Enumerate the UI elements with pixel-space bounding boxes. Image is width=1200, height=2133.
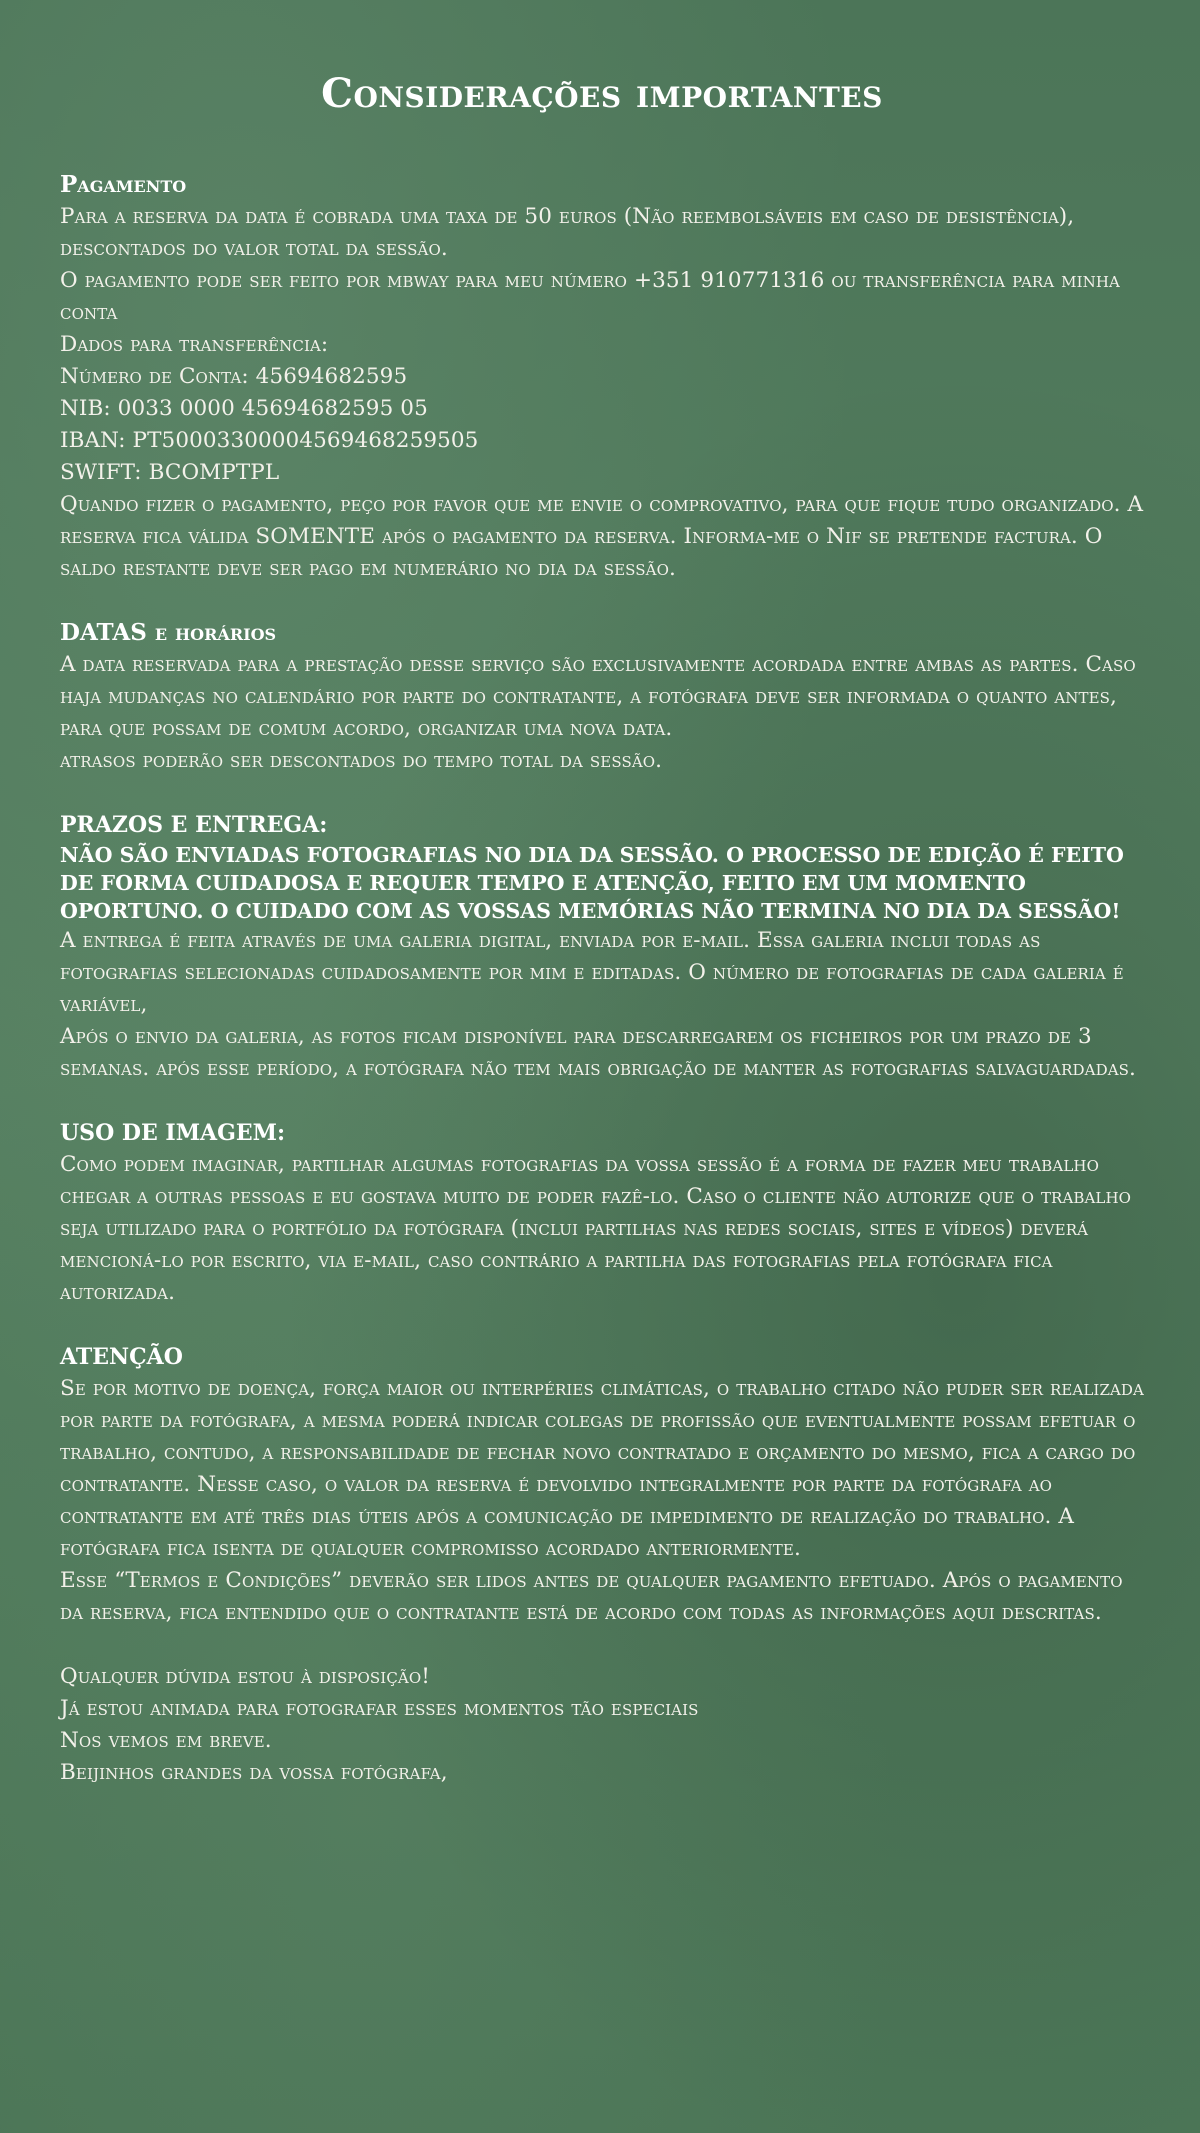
page-title: Considerações importantes [321,70,883,117]
paragraph: Esse “Termos e Condições” deverão ser lidos antes de qualquer pagamento efetuado. Após o pagamento da reserva, fica entendido que o contratante está de acordo com todas as informações aqui descritas. [60,1568,1123,1625]
paragraph: Quando fizer o pagamento, peço por favor que me envie o comprovativo, para que fique tudo organizado. A reserva fica válida SOMENTE após o pagamento da reserva. Informa-me o Nif se pretende factura. O saldo restante deve ser pago em numerário no dia da sessão. [60,492,1144,581]
paragraph: Se por motivo de doença, força maior ou interpéries climáticas, o trabalho citado não puder ser realizada por parte da fotógrafa, a mesma poderá indicar colegas de profissão que eventualmente possam efetuar o trabalho, contudo, a responsabilidade de fechar novo contratado e orçamento do mesmo, fica a cargo do contratante. Nesse caso, o valor da reserva é devolvido integralmente por parte da fotógrafa ao contratante em até três dias úteis após a comunicação de impedimento de realização do trabalho. A fotógrafa fica isenta de qualquer compromisso acordado anteriormente. [60,1376,1144,1561]
paragraph: Para a reserva da data é cobrada uma taxa de 50 euros (Não reembolsáveis em caso de desistência), descontados do valor total da sessão. [60,204,1075,261]
paragraph: Dados para transferência: [60,332,329,357]
paragraph: A data reservada para a prestação desse serviço são exclusivamente acordada entre ambas as partes. Caso haja mudanças no calendário por parte do contratante, a fotógrafa deve ser informada o quanto antes, para que possam de comum acordo, organizar uma nova data. [60,652,1136,741]
section-image-use [60,1117,1144,1309]
section-heading: DATAS e horários [60,619,277,646]
closing-line: Nos vemos em breve. [60,1728,272,1753]
swift-code: SWIFT: BCOMPTPL [60,460,280,485]
section-delivery [60,809,1144,1085]
paragraph: Após o envio da galeria, as fotos ficam disponível para descarregarem os ficheiros por um prazo de 3 semanas. após esse período, a fotógrafa não tem mais obrigação de manter as fotografias salvaguardadas. [60,1024,1136,1081]
closing-line: Já estou animada para fotografar esses momentos tão especiais [60,1696,699,1721]
section-heading: PRAZOS E ENTREGA: [60,812,328,838]
emphasis-notice: NÃO SÃO ENVIADAS FOTOGRAFIAS NO DIA DA SESSÃO. O PROCESSO DE EDIÇÃO É FEITO DE FORMA CUIDADOSA E REQUER TEMPO E ATENÇÃO, FEITO EM UM MOMENTO OPORTUNO. O CUIDADO COM AS VOSSAS MEMÓRIAS NÃO TERMINA NO DIA DA SESSÃO! [60,843,1124,923]
section-heading: ATENÇÃO [60,1344,183,1370]
signature-line: Beijinhos grandes da vossa fotógrafa, [60,1760,448,1785]
closing-line: Qualquer dúvida estou à disposição! [60,1664,430,1689]
section-heading: Pagamento [60,171,187,198]
closing-message [60,1661,1144,1789]
iban-number: IBAN: PT50003300004569468259505 [60,428,479,453]
paragraph: O pagamento pode ser feito por mbway para meu número +351 910771316 ou transferência para minha conta [60,268,1120,325]
section-payment [60,169,1144,585]
nib-number: NIB: 0033 0000 45694682595 05 [60,396,428,421]
account-number: Número de Conta: 45694682595 [60,364,408,389]
section-dates [60,617,1144,777]
section-attention [60,1341,1144,1629]
paragraph: atrasos poderão ser descontados do tempo total da sessão. [60,748,663,773]
paragraph: Como podem imaginar, partilhar algumas fotografias da vossa sessão é a forma de fazer meu trabalho chegar a outras pessoas e eu gostava muito de poder fazê-lo. Caso o cliente não autorize que o trabalho seja utilizado para o portfólio da fotógrafa (inclui partilhas nas redes sociais, sites e vídeos) deverá mencioná-lo por escrito, via e-mail, caso contrário a partilha das fotografias pela fotógrafa fica autorizada. [60,1152,1132,1305]
section-heading: USO DE IMAGEM: [60,1120,286,1146]
paragraph: A entrega é feita através de uma galeria digital, enviada por e-mail. Essa galeria inclui todas as fotografias selecionadas cuidadosamente por mim e editadas. O número de fotografias de cada galeria é variável, [60,928,1124,1017]
